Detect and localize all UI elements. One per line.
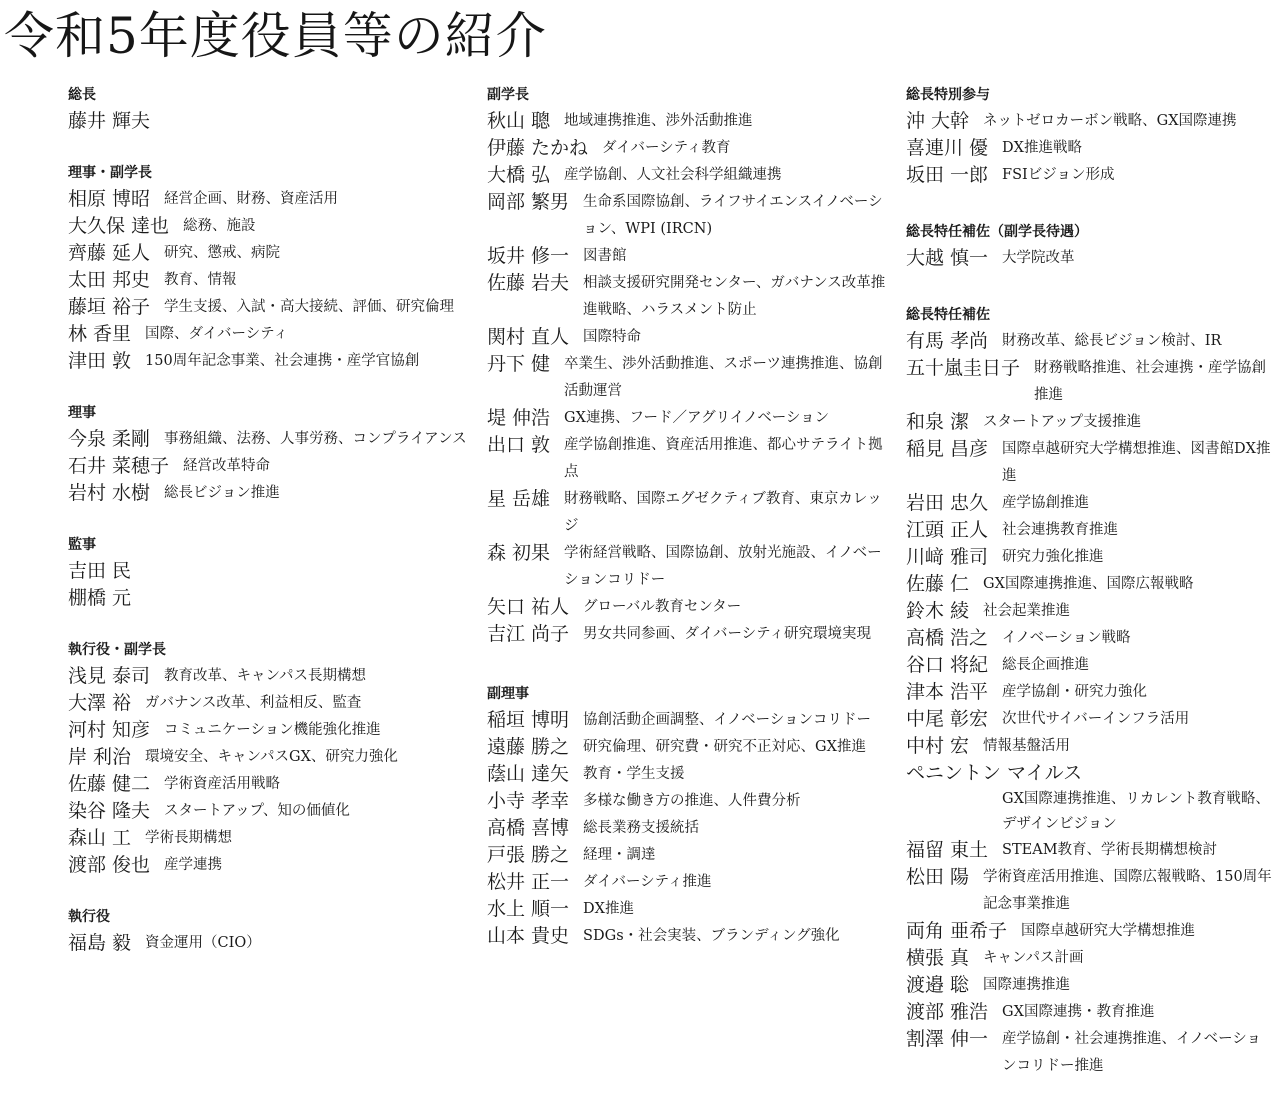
member-name: 福島 毅 xyxy=(68,932,132,954)
member-role: 卒業生、渉外活動推進、スポーツ連携推進、協創活動運営 xyxy=(564,356,883,399)
member-entry xyxy=(68,798,468,825)
member-role: 財務戦略推進、社会連携・産学協創推進 xyxy=(1034,360,1267,403)
member-name: 津本 浩平 xyxy=(906,681,989,703)
member-role: 資金運用（CIO） xyxy=(145,935,261,951)
member-role: 経営改革特命 xyxy=(183,458,271,474)
member-entry xyxy=(906,972,1274,999)
member-name: 伊藤 たかね xyxy=(487,137,589,159)
member-role: 研究力強化推進 xyxy=(1002,549,1104,565)
member-entry xyxy=(487,788,887,815)
member-role: イノベーション戦略 xyxy=(1002,630,1131,646)
member-name: 高橋 浩之 xyxy=(906,627,989,649)
member-role: 国際特命 xyxy=(583,329,642,345)
member-entry xyxy=(487,707,887,734)
member-entry xyxy=(68,348,468,375)
member-entry xyxy=(487,243,887,270)
member-role: 国際連携推進 xyxy=(983,977,1071,993)
member-entry xyxy=(487,108,887,135)
member-name: 松田 陽 xyxy=(906,866,970,888)
member-role: DX推進 xyxy=(583,901,634,917)
member-name: 岸 利治 xyxy=(68,746,132,768)
member-name: 両角 亜希子 xyxy=(906,920,1008,942)
member-role: 総長企画推進 xyxy=(1002,657,1090,673)
member-entry xyxy=(68,771,468,798)
member-name: 岩村 水樹 xyxy=(68,482,151,504)
member-role: 学生支援、入試・高大接続、評価、研究倫理 xyxy=(164,299,455,315)
member-name: 谷口 将紀 xyxy=(906,654,989,676)
member-entry xyxy=(906,571,1274,598)
member-name: 石井 菜穂子 xyxy=(68,455,170,477)
officer-group xyxy=(487,82,887,648)
member-entry xyxy=(487,842,887,869)
member-entry xyxy=(906,544,1274,571)
member-role: 社会連携教育推進 xyxy=(1002,522,1119,538)
member-role: 学術資産活用推進、国際広報戦略、150周年記念事業推進 xyxy=(983,869,1272,912)
member-name: 坂井 修一 xyxy=(487,245,570,267)
member-role: 産学連携 xyxy=(164,857,223,873)
group-heading: 副理事 xyxy=(487,686,529,702)
member-role: DX推進戦略 xyxy=(1002,140,1082,156)
member-name: 矢口 祐人 xyxy=(487,596,570,618)
member-entry xyxy=(68,852,468,879)
member-role: 国際、ダイバーシティ xyxy=(145,326,289,342)
officer-group xyxy=(68,400,468,507)
member-role: 教育・学生支援 xyxy=(583,766,685,782)
member-role: 総長業務支援統括 xyxy=(583,820,700,836)
member-name: 岩田 忠久 xyxy=(906,492,989,514)
group-heading: 副学長 xyxy=(487,87,529,103)
member-name: 佐藤 岩夫 xyxy=(487,272,570,294)
member-name: 藤垣 裕子 xyxy=(68,296,151,318)
member-role: ダイバーシティ教育 xyxy=(602,140,731,156)
member-role: 事務組織、法務、人事労務、コンプライアンス xyxy=(164,431,467,447)
group-heading: 監事 xyxy=(68,537,96,553)
member-name: 林 香里 xyxy=(68,323,132,345)
member-entry xyxy=(487,162,887,189)
member-name: 高橋 喜博 xyxy=(487,817,570,839)
roster-column-3 xyxy=(906,82,1274,1080)
member-entry xyxy=(68,690,468,717)
officer-group xyxy=(906,302,1274,1080)
member-entry xyxy=(487,815,887,842)
member-name: 福留 東土 xyxy=(906,839,989,861)
member-entry xyxy=(68,321,468,348)
member-role: STEAM教育、学術長期構想検討 xyxy=(1002,842,1218,858)
member-name: 稲垣 博明 xyxy=(487,709,570,731)
member-name: 岡部 繁男 xyxy=(487,191,570,213)
member-role: 学術長期構想 xyxy=(145,830,233,846)
member-role: 産学協創推進 xyxy=(1002,495,1090,511)
member-entry xyxy=(68,663,468,690)
member-role: 総務、施設 xyxy=(183,218,256,234)
group-heading: 理事・副学長 xyxy=(68,165,152,181)
member-role: 産学協創推進、資産活用推進、都心サテライト拠点 xyxy=(564,437,883,480)
member-entry xyxy=(487,540,887,594)
member-entry xyxy=(68,294,468,321)
member-role: 地域連携推進、渉外活動推進 xyxy=(564,113,753,129)
member-entry xyxy=(487,135,887,162)
member-name: ペニントン マイルス xyxy=(906,762,1083,784)
member-entry xyxy=(906,517,1274,544)
member-role: 経営企画、財務、資産活用 xyxy=(164,191,339,207)
member-entry xyxy=(487,432,887,486)
officer-group xyxy=(68,904,468,957)
member-entry xyxy=(487,923,887,950)
member-role: 産学協創・社会連携推進、イノベーションコリドー推進 xyxy=(1002,1031,1262,1074)
member-name: 渡邉 聡 xyxy=(906,974,970,996)
group-heading: 執行役・副学長 xyxy=(68,642,166,658)
member-role: 150周年記念事業、社会連携・産学官協創 xyxy=(145,353,420,369)
member-entry xyxy=(906,945,1274,972)
member-name: 齊藤 延人 xyxy=(68,242,151,264)
member-name: 大久保 達也 xyxy=(68,215,170,237)
member-entry xyxy=(68,744,468,771)
member-role: 情報基盤活用 xyxy=(983,738,1071,754)
member-entry xyxy=(487,896,887,923)
member-entry xyxy=(68,240,468,267)
group-heading: 総長特任補佐（副学長待遇） xyxy=(906,224,1088,240)
member-entry xyxy=(906,490,1274,517)
member-name: 割澤 伸一 xyxy=(906,1028,989,1050)
member-role: 相談支援研究開発センター、ガバナンス改革推進戦略、ハラスメント防止 xyxy=(583,275,886,318)
member-role: ガバナンス改革、利益相反、監査 xyxy=(145,695,362,711)
member-name: 和泉 潔 xyxy=(906,411,970,433)
member-role: 学術資産活用戦略 xyxy=(164,776,281,792)
member-name: 渡部 雅浩 xyxy=(906,1001,989,1023)
member-name: 鈴木 綾 xyxy=(906,600,970,622)
page-title: 令和5年度役員等の紹介 xyxy=(4,7,547,65)
member-role: 環境安全、キャンパスGX、研究力強化 xyxy=(145,749,398,765)
member-entry xyxy=(906,652,1274,679)
member-name: 出口 敦 xyxy=(487,434,551,456)
member-role: スタートアップ支援推進 xyxy=(983,414,1142,430)
member-name: 堤 伸浩 xyxy=(487,407,551,429)
member-name: 中尾 彰宏 xyxy=(906,708,989,730)
member-entry xyxy=(906,706,1274,733)
member-entry xyxy=(906,760,1274,837)
member-role: 財務改革、総長ビジョン検討、IR xyxy=(1002,333,1222,349)
member-name: 渡部 俊也 xyxy=(68,854,151,876)
member-name: 森 初果 xyxy=(487,542,551,564)
member-entry xyxy=(906,135,1274,162)
member-role: 産学協創、人文社会科学組織連携 xyxy=(564,167,782,183)
member-name: 佐藤 健二 xyxy=(68,773,151,795)
member-entry xyxy=(487,270,887,324)
member-role: 経理・調達 xyxy=(583,847,656,863)
member-entry xyxy=(68,186,468,213)
roster-column-2 xyxy=(487,82,887,950)
member-role: 研究倫理、研究費・研究不正対応、GX推進 xyxy=(583,739,866,755)
member-name: 吉江 尚子 xyxy=(487,623,570,645)
member-role: 協創活動企画調整、イノベーションコリドー xyxy=(583,712,872,728)
officer-group xyxy=(68,532,468,612)
member-role: 財務戦略、国際エグゼクティブ教育、東京カレッジ xyxy=(564,491,882,534)
member-name: 五十嵐圭日子 xyxy=(906,357,1021,379)
member-role: 社会起業推進 xyxy=(983,603,1071,619)
member-entry xyxy=(68,585,468,612)
member-name: 河村 知彦 xyxy=(68,719,151,741)
member-role: 多様な働き方の推進、人件費分析 xyxy=(583,793,801,809)
member-entry xyxy=(906,679,1274,706)
member-name: 戸張 勝之 xyxy=(487,844,570,866)
member-entry xyxy=(906,625,1274,652)
member-entry xyxy=(68,426,468,453)
member-entry xyxy=(68,480,468,507)
member-entry xyxy=(906,355,1274,409)
member-entry xyxy=(487,351,887,405)
member-role: 図書館 xyxy=(583,248,627,264)
group-heading: 執行役 xyxy=(68,909,110,925)
officer-group xyxy=(487,681,887,950)
member-name: 吉田 民 xyxy=(68,560,132,582)
member-name: 丹下 健 xyxy=(487,353,551,375)
member-name: 遠藤 勝之 xyxy=(487,736,570,758)
member-role: 次世代サイバーインフラ活用 xyxy=(1002,711,1190,727)
member-entry xyxy=(906,999,1274,1026)
member-role: コミュニケーション機能強化推進 xyxy=(164,722,381,738)
member-name: 染谷 隆夫 xyxy=(68,800,151,822)
member-entry xyxy=(68,930,468,957)
roster-column-1 xyxy=(68,82,468,957)
member-entry xyxy=(906,328,1274,355)
member-name: 中村 宏 xyxy=(906,735,970,757)
member-name: 大越 慎一 xyxy=(906,247,989,269)
member-role: 総長ビジョン推進 xyxy=(164,485,280,501)
member-name: 川﨑 雅司 xyxy=(906,546,989,568)
member-role: GX国際連携推進、国際広報戦略 xyxy=(983,576,1194,592)
member-name: 星 岳雄 xyxy=(487,488,551,510)
officer-group xyxy=(906,82,1274,189)
member-entry xyxy=(906,598,1274,625)
officer-group xyxy=(68,82,468,135)
officer-group xyxy=(68,160,468,375)
member-name: 稲見 昌彦 xyxy=(906,438,989,460)
member-entry xyxy=(487,486,887,540)
member-role: GX国際連携・教育推進 xyxy=(1002,1004,1155,1020)
member-name: 藤井 輝夫 xyxy=(68,110,151,132)
member-role: 男女共同参画、ダイバーシティ研究環境実現 xyxy=(583,626,872,642)
member-role: グローバル教育センター xyxy=(583,599,742,615)
member-role: SDGs・社会実装、ブランディング強化 xyxy=(583,928,840,944)
member-name: 坂田 一郎 xyxy=(906,164,989,186)
member-entry xyxy=(906,1026,1274,1080)
member-name: 佐藤 仁 xyxy=(906,573,970,595)
member-name: 江頭 正人 xyxy=(906,519,989,541)
member-entry xyxy=(487,869,887,896)
member-name: 太田 邦史 xyxy=(68,269,151,291)
member-role: 生命系国際協創、ライフサイエンスイノベーション、WPI (IRCN) xyxy=(583,194,883,237)
member-name: 山本 貴史 xyxy=(487,925,570,947)
member-role: FSIビジョン形成 xyxy=(1002,167,1115,183)
member-name: 沖 大幹 xyxy=(906,110,970,132)
member-entry xyxy=(906,162,1274,189)
member-name: 大橋 弘 xyxy=(487,164,551,186)
group-heading: 総長特任補佐 xyxy=(906,307,990,323)
officer-group xyxy=(906,219,1274,272)
member-role: スタートアップ、知の価値化 xyxy=(164,803,350,819)
member-name: 大澤 裕 xyxy=(68,692,132,714)
member-entry xyxy=(487,324,887,351)
member-name: 関村 直人 xyxy=(487,326,570,348)
group-heading: 総長 xyxy=(68,87,96,103)
member-role: 国際卓越研究大学構想推進 xyxy=(1021,923,1196,939)
member-role: 国際卓越研究大学構想推進、図書館DX推進 xyxy=(1002,441,1271,484)
group-heading: 総長特別参与 xyxy=(906,87,990,103)
member-entry xyxy=(906,864,1274,918)
member-name: 喜連川 優 xyxy=(906,137,989,159)
member-role: GX連携、フード／アグリイノベーション xyxy=(564,410,830,426)
member-role: ダイバーシティ推進 xyxy=(583,874,712,890)
member-name: 津田 敦 xyxy=(68,350,132,372)
member-name: 秋山 聰 xyxy=(487,110,551,132)
group-heading: 理事 xyxy=(68,405,96,421)
member-entry xyxy=(906,837,1274,864)
member-entry xyxy=(68,717,468,744)
member-role: 研究、懲戒、病院 xyxy=(164,245,281,261)
member-name: 棚橋 元 xyxy=(68,587,132,609)
member-name: 浅見 泰司 xyxy=(68,665,151,687)
member-name: 今泉 柔剛 xyxy=(68,428,151,450)
member-entry xyxy=(487,621,887,648)
member-entry xyxy=(487,734,887,761)
member-entry xyxy=(68,108,468,135)
member-role: キャンパス計画 xyxy=(983,950,1084,966)
officer-group xyxy=(68,637,468,879)
member-name: 森山 工 xyxy=(68,827,132,849)
member-name: 相原 博昭 xyxy=(68,188,151,210)
member-entry xyxy=(906,108,1274,135)
member-entry xyxy=(68,453,468,480)
member-role: 大学院改革 xyxy=(1002,250,1075,266)
member-role: GX国際連携推進、リカレント教育戦略、デザインビジョン xyxy=(1002,791,1270,832)
member-entry xyxy=(68,825,468,852)
member-entry xyxy=(487,189,887,243)
member-role: 学術経営戦略、国際協創、放射光施設、イノベーションコリドー xyxy=(564,545,882,588)
member-entry xyxy=(906,245,1274,272)
member-entry xyxy=(68,213,468,240)
member-name: 小寺 孝幸 xyxy=(487,790,570,812)
member-entry xyxy=(906,918,1274,945)
member-entry xyxy=(906,733,1274,760)
member-entry xyxy=(68,558,468,585)
member-name: 蔭山 達矢 xyxy=(487,763,570,785)
member-name: 横張 真 xyxy=(906,947,970,969)
member-name: 有馬 孝尚 xyxy=(906,330,989,352)
member-name: 松井 正一 xyxy=(487,871,570,893)
member-entry xyxy=(487,594,887,621)
member-role: 教育改革、キャンパス長期構想 xyxy=(164,668,367,684)
member-entry xyxy=(68,267,468,294)
member-entry xyxy=(487,405,887,432)
member-role: 教育、情報 xyxy=(164,272,237,288)
member-name: 水上 順一 xyxy=(487,898,570,920)
member-entry xyxy=(906,409,1274,436)
member-entry xyxy=(487,761,887,788)
member-entry xyxy=(906,436,1274,490)
member-role: ネットゼロカーボン戦略、GX国際連携 xyxy=(983,113,1237,129)
member-role: 産学協創・研究力強化 xyxy=(1002,684,1148,700)
